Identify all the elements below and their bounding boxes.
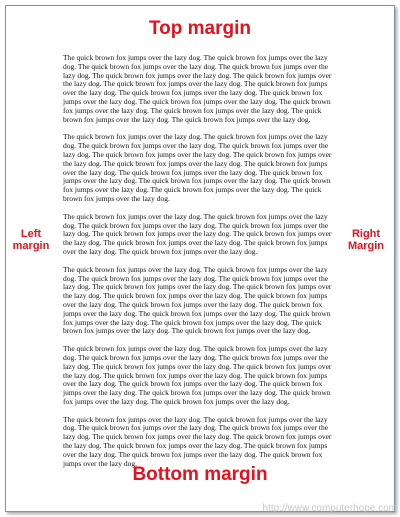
paragraph: The quick brown fox jumps over the lazy dog. The quick brown fox jumps over the lazy dog. The quick brown fox jumps over the lazy dog. The quick brown fox jumps over the lazy dog. The quick brown fox jumps over the lazy dog. The quick brown fox jumps over the lazy dog. The quick brown fox jumps over the lazy dog. The quick brown fox jumps over the lazy dog. The quick brown fox jumps over the lazy dog.: [63, 211, 332, 256]
paragraph: The quick brown fox jumps over the lazy dog. The quick brown fox jumps over the lazy dog. The quick brown fox jumps over the lazy dog. The quick brown fox jumps over the lazy dog. The quick brown fox jumps over the lazy dog. The quick brown fox jumps over the lazy dog. The quick brown fox jumps over the lazy dog. The quick brown fox jumps over the lazy dog. The quick brown fox jumps over the lazy dog. The quick brown fox jumps over the lazy dog. The quick brown fox jumps over the lazy dog. The quick brown fox jumps over the lazy dog. The quick brown fox jumps over the lazy dog. The quick brown fox jumps over the lazy dog.: [63, 132, 332, 203]
right-margin-label-line2: Margin: [347, 240, 385, 252]
paragraph: The quick brown fox jumps over the lazy dog. The quick brown fox jumps over the lazy dog. The quick brown fox jumps over the lazy dog. The quick brown fox jumps over the lazy dog. The quick brown fox jumps over the lazy dog. The quick brown fox jumps over the lazy dog. The quick brown fox jumps over the lazy dog. The quick brown fox jumps over the lazy dog. The quick brown fox jumps over the lazy dog. The quick brown fox jumps over the lazy dog. The quick brown fox jumps over the lazy dog. The quick brown fox jumps over the lazy dog. The quick brown fox jumps over the lazy dog. The quick brown fox jumps over the lazy dog. The quick brown fox jumps over the lazy dog.: [63, 264, 332, 336]
left-margin-label-line2: margin: [12, 240, 50, 252]
source-watermark: http://www.computerhope.com: [262, 503, 397, 514]
left-margin-label-line1: Left: [20, 228, 42, 240]
body-text: [63, 54, 335, 477]
left-margin-label: [8, 228, 54, 252]
bottom-margin-label: Bottom margin: [132, 464, 268, 485]
right-margin-label: [343, 228, 389, 252]
paragraph: The quick brown fox jumps over the lazy dog. The quick brown fox jumps over the lazy dog. The quick brown fox jumps over the lazy dog. The quick brown fox jumps over the lazy dog. The quick brown fox jumps over the lazy dog. The quick brown fox jumps over the lazy dog. The quick brown fox jumps over the lazy dog. The quick brown fox jumps over the lazy dog. The quick brown fox jumps over the lazy dog. The quick brown fox jumps over the lazy dog. The quick brown fox jumps over the lazy dog. The quick brown fox jumps over the lazy dog. The quick brown fox jumps over the lazy dog.: [63, 344, 332, 406]
paragraph: The quick brown fox jumps over the lazy dog. The quick brown fox jumps over the lazy dog. The quick brown fox jumps over the lazy dog. The quick brown fox jumps over the lazy dog. The quick brown fox jumps over the lazy dog. The quick brown fox jumps over the lazy dog. The quick brown fox jumps over the lazy dog. The quick brown fox jumps over the lazy dog. The quick brown fox jumps over the lazy dog. The quick brown fox jumps over the lazy dog. The quick brown fox jumps over the lazy dog. The quick brown fox jumps over the lazy dog. The quick brown fox jumps over the lazy dog. The quick brown fox jumps over the lazy dog. The quick brown fox jumps over the lazy dog.: [63, 53, 332, 124]
paragraph: The quick brown fox jumps over the lazy dog. The quick brown fox jumps over the lazy dog. The quick brown fox jumps over the lazy dog. The quick brown fox jumps over the lazy dog. The quick brown fox jumps over the lazy dog. The quick brown fox jumps over the lazy dog. The quick brown fox jumps over the lazy dog. The quick brown fox jumps over the lazy dog. The quick brown fox jumps over the lazy dog. The quick brown fox jumps over the lazy dog.: [63, 414, 332, 468]
right-margin-label-line1: Right: [351, 228, 381, 240]
top-margin-label: Top margin: [148, 18, 252, 39]
